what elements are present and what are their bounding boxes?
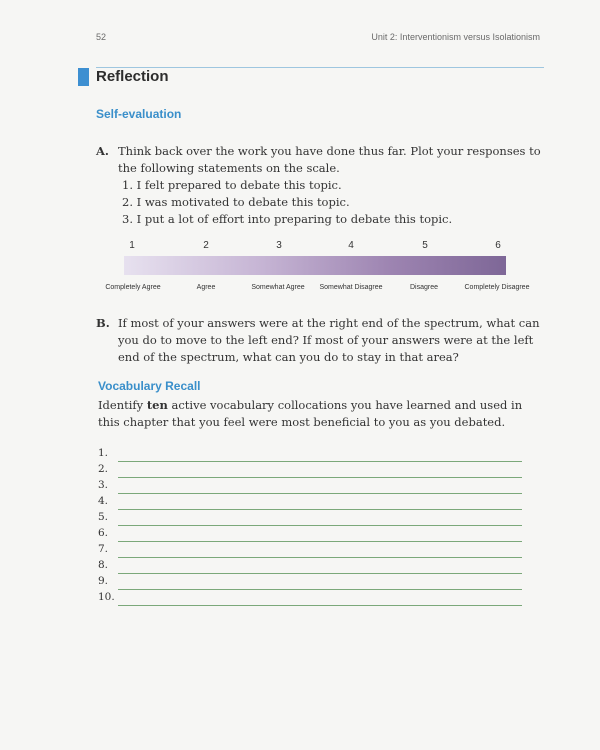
line-number-10: 10. [98,591,115,603]
line-number-7: 7. [98,543,109,555]
scale-number-6: 6 [495,240,501,251]
scale-label-1: Completely Agree [105,284,161,291]
line-number-2: 2. [98,463,109,475]
vocabulary-intro-start: Identify [98,398,147,412]
line-number-4: 4. [98,495,109,507]
scale-number-4: 4 [348,240,354,251]
statement-2: 2. I was motivated to debate this topic. [122,195,350,209]
line-number-5: 5. [98,511,109,523]
page-number: 52 [96,32,107,42]
answer-line-8[interactable] [118,573,522,574]
statement-3: 3. I put a lot of effort into preparing to debate this topic. [122,212,453,226]
scale-label-5: Disagree [409,284,438,291]
section-marker [78,68,89,86]
line-number-6: 6. [98,527,109,539]
scale-label-2: Agree [196,284,216,291]
question-a [96,143,542,177]
line-number-9: 9. [98,575,109,587]
unit-title: Unit 2: Interventionism versus Isolationism [371,32,540,42]
answer-line-1[interactable] [118,461,522,462]
scale-number-5: 5 [422,240,428,251]
answer-line-5[interactable] [118,525,522,526]
vocabulary-intro-end: active vocabulary collocations you have learned and used in this chapter that you feel were most beneficial to you as you debated. [98,398,523,429]
scale-number-3: 3 [276,240,282,251]
answer-line-2[interactable] [118,477,522,478]
question-a-text: Think back over the work you have done thus far. Plot your responses to the following statements on the scale. [118,144,541,175]
question-b [96,315,542,366]
vocabulary-instructions [98,397,534,431]
self-evaluation-heading: Self-evaluation [96,107,182,121]
answer-line-4[interactable] [118,509,522,510]
line-number-1: 1. [98,447,109,459]
line-number-3: 3. [98,479,109,491]
question-b-marker: B. [96,316,110,330]
scale-label-6: Completely Disagree [464,284,530,291]
scale-label-4: Somewhat Disagree [319,284,383,291]
answer-line-10[interactable] [118,605,522,606]
section-title: Reflection [96,68,169,85]
scale-number-2: 2 [203,240,209,251]
answer-line-3[interactable] [118,493,522,494]
answer-line-7[interactable] [118,557,522,558]
line-number-8: 8. [98,559,109,571]
question-b-text: If most of your answers were at the right end of the spectrum, what can you do to move to the left end? If most of your answers were at the left end of the spectrum, what can you do to stay in that area? [118,316,540,364]
answer-line-6[interactable] [118,541,522,542]
vocabulary-heading: Vocabulary Recall [98,379,201,393]
agreement-gradient-bar [124,256,506,275]
question-a-marker: A. [96,144,109,158]
scale-label-3: Somewhat Agree [251,284,305,291]
scale-number-1: 1 [129,240,135,251]
statement-1: 1. I felt prepared to debate this topic. [122,178,342,192]
answer-line-9[interactable] [118,589,522,590]
vocabulary-intro-emphasis: ten [146,398,168,412]
